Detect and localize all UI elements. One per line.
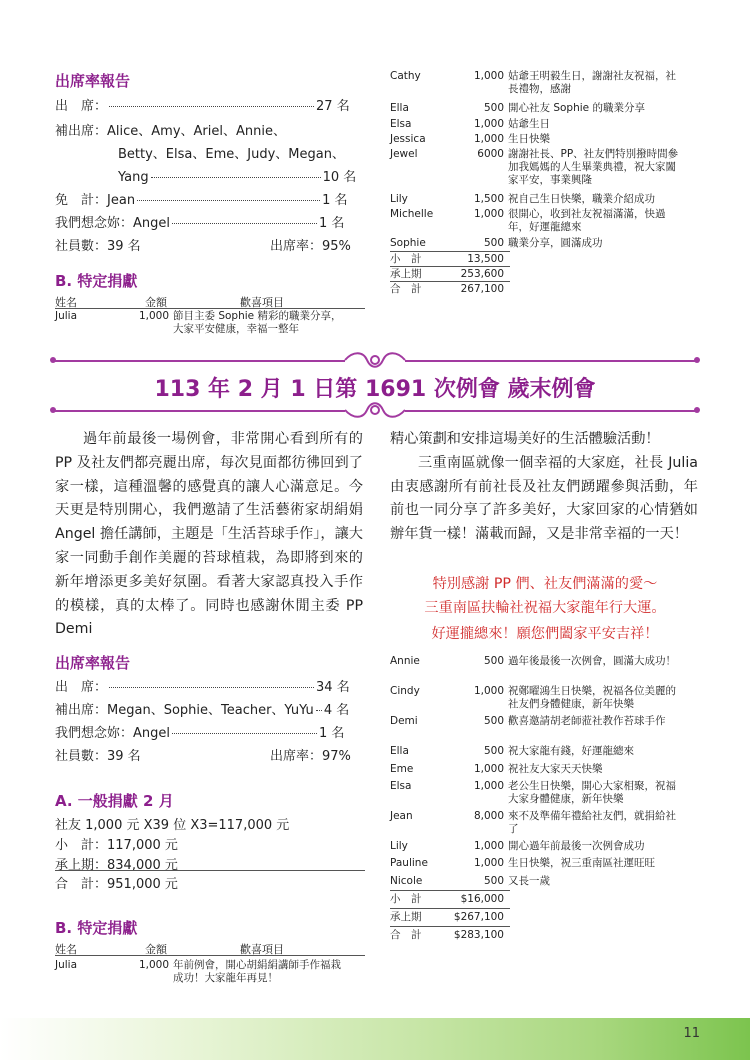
flourish-icon [343,399,407,421]
donation-memo: 開心社友 Sophie 的職業分享 [508,102,645,114]
section-title: 出席率報告 [55,654,131,672]
donation-memo: 祝大家龍有錢，好運龍總來 [508,745,634,757]
total-label: 合 計 [390,929,422,941]
subtotal-label: 小 計 [390,893,422,905]
donor-name: Ella [390,745,409,757]
donation-amount: 500 [483,655,504,667]
donor-name: Michelle [390,208,434,220]
donor-name: Jessica [390,133,426,145]
bottom-special-donation [55,917,365,992]
excused-names: Jean [107,193,136,208]
previous-value: $267,100 [453,911,504,923]
donation-memo: 歡喜邀請胡老師蒞社教作苔球手作 [508,715,666,727]
donor-name: Lily [390,193,408,205]
miss-names: Angel [133,726,171,741]
donor-name: Annie [390,655,420,667]
donor-name: Nicole [390,875,423,887]
makeup-names: Megan、Sophie、Teacher、YuYu [107,703,314,718]
section-title: B. 特定捐獻 [55,919,138,937]
makeup-names-3: Yang [118,170,149,185]
wish-line: 特別感謝 PP 們、社友們滿滿的愛～ [432,576,658,592]
makeup-line [55,699,349,718]
col-amount-header: 金額 [145,296,167,309]
subtotal-label: 小 計 [390,253,422,265]
wish-line: 三重南區扶輪社祝福大家龍年行大運。 [424,600,666,616]
divider [390,890,510,891]
divider [55,955,365,956]
table-row [55,959,355,987]
dot-leader [109,106,314,107]
donation-memo: 很開心，收到社友祝福滿滿，快過年，好運龍總來 [508,208,666,233]
donor-name: Jean [390,810,413,822]
donation-memo: 生日快樂 [508,133,550,145]
donation-amount: 500 [483,875,504,887]
heading-ornament [50,407,56,413]
miss-names: Angel [133,216,171,231]
dot-leader [172,733,317,734]
previous-label: 承上期 [390,268,422,280]
donation-amount: 1,000 [473,857,504,869]
table-row [55,310,355,338]
makeup-names-1: Alice、Amy、Ariel、Annie、 [107,124,286,139]
dot-leader [316,710,322,711]
divider [55,308,365,309]
article-right [390,428,698,547]
makeup-label: 補出席： [55,703,108,718]
closing-wishes [380,572,710,646]
donation-amount: 500 [483,237,504,249]
page-title: 113 年 2 月 1 日第 1691 次例會 歲末例會 [154,377,596,402]
donation-amount: 1,000 [473,840,504,852]
donation-memo: 祝鄭曜鴻生日快樂，祝福各位美麗的社友們身體健康，新年快樂 [508,685,676,710]
donation-amount: 1,000 [473,208,504,220]
page-number: 11 [683,1026,700,1041]
donation-amount: 1,000 [473,118,504,130]
previous-label: 承上期 [390,911,422,923]
makeup-line-3 [118,166,356,185]
donation-memo: 生日快樂，祝三重南區社運旺旺 [508,857,655,869]
general-line: 合 計：951,000 元 [55,877,178,892]
total-value: $283,100 [453,929,504,941]
donation-amount: 500 [483,102,504,114]
donor-name: Sophie [390,237,426,249]
donor-name: Pauline [390,857,428,869]
present-value: 34 名 [316,680,350,695]
excused-value: 1 名 [322,193,348,208]
wish-line: 好運攏總來！願您們闔家平安吉祥！ [431,626,659,642]
heading-rule-top-right [405,360,695,362]
miss-value: 1 名 [319,726,345,741]
heading-ornament [694,357,700,363]
makeup-line-2: Betty、Elsa、Eme、Judy、Megan、 [118,147,345,162]
makeup-line-1 [55,120,286,139]
donation-memo: 開心過年前最後一次例會成功 [508,840,645,852]
heading-rule-bottom-left [55,410,345,412]
heading-ornament [694,407,700,413]
present-line [55,95,360,114]
divider [390,281,510,282]
miss-label: 我們想念妳： [55,216,134,231]
donation-amount: 1,000 [473,133,504,145]
dot-leader [137,200,320,201]
article-left-paragraph: 過年前最後一場例會，非常開心看到所有的 PP 及社友們都亮麗出席，每次見面都彷彿回到了家一樣，這種溫馨的感覺真的讓人心滿意足。今天更是特別開心，我們邀請了生活藝術家胡絹娟 Angel 擔任講師，主題是「生活苔球手作」，讓大家一同動手創作美麗的苔球植栽，為即將到來的新年增添更多美好氛圍。看著大家認真投入手作的模樣，真的太棒了。同時也感謝休閒主委 PP Demi [55,431,363,638]
donation-amount: 6000 [477,148,504,160]
donation-amount: 1,000 [473,70,504,82]
donation-memo: 祝自己生日快樂，職業介紹成功 [508,193,655,205]
divider [55,870,365,871]
col-name-header: 姓名 [55,296,77,309]
divider [390,251,510,252]
heading-ornament [50,357,56,363]
donor-name: Eme [390,763,414,775]
present-value: 27 名 [316,99,350,114]
member-count: 社員數：39 名 [55,749,141,764]
flourish-icon [343,349,407,371]
member-count: 社員數：39 名 [55,239,141,254]
donation-amount: 500 [483,715,504,727]
donor-name: Cathy [390,70,421,82]
section-title: 出席率報告 [55,72,131,90]
donation-memo: 姑爺王明毅生日，謝謝社友祝福，社長禮物，感謝 [508,70,676,95]
col-name-header: 姓名 [55,943,77,956]
donation-amount: 8,000 [473,810,504,822]
top-donation-table [390,70,700,300]
dot-leader [172,223,317,224]
donation-amount: 1,000 [473,780,504,792]
general-donation [55,790,365,890]
total-value: 267,100 [460,283,504,295]
donor-name: Lily [390,840,408,852]
miss-label: 我們想念妳： [55,726,134,741]
donation-memo: 過年後最後一次例會，圓滿大成功！ [508,655,676,667]
donor-name: Ella [390,102,409,114]
donor-name: Cindy [390,685,420,697]
present-label: 出 席： [55,99,108,114]
top-attendance-report [55,70,365,254]
donor-name: Jewel [390,148,418,160]
footer-gradient-band [0,1018,750,1060]
excused-line [55,189,347,208]
donor-name: Elsa [390,780,412,792]
subtotal-value: 13,500 [467,253,504,265]
makeup-value: 4 名 [323,703,350,718]
general-line: 社友 1,000 元 X39 位 X3=117,000 元 [55,818,290,833]
divider [390,266,510,267]
bottom-donation-table [390,655,700,945]
attendance-rate: 出席率：95% [270,239,351,254]
article-paragraph: 精心策劃和安排這場美好的生活體驗活動！ [390,431,660,447]
top-special-donation [55,270,365,345]
donor-name: Demi [390,715,418,727]
donation-amount: 500 [483,745,504,757]
divider [390,908,510,909]
excused-label: 免 計： [55,193,108,208]
miss-line [55,212,344,231]
present-line [55,676,350,695]
article-paragraph: 三重南區就像一個幸福的大家庭，社長 Julia 由衷感謝所有前社長及社友們踴躍參與活動，年前也一同分享了許多美好，大家回家的心情猶如辦年貨一樣！滿載而歸，又是非常幸福的一天！ [390,454,698,543]
donation-memo: 老公生日快樂，開心大家相聚，祝福大家身體健康，新年快樂 [508,780,676,805]
dot-leader [151,177,321,178]
subtotal-value: $16,000 [460,893,504,905]
makeup-value: 10 名 [322,170,357,185]
donation-amount: 1,500 [473,193,504,205]
section-title: B. 特定捐獻 [55,272,138,290]
donor-name: Julia [55,959,78,971]
donation-memo: 謝謝社長、PP、社友們特別撥時間參加我媽媽的人生畢業典禮，祝大家闔家平安，事業興隆 [508,148,679,186]
donation-memo: 節目主委 Sophie 精彩的職業分享，大家平安健康，幸福一整年 [173,310,342,335]
donor-name: Julia [55,310,78,322]
makeup-label: 補出席： [55,124,108,139]
donation-amount: 1,000 [138,310,169,322]
col-item-header: 歡喜項目 [240,296,284,309]
col-amount-header: 金額 [145,943,167,956]
present-label: 出 席： [55,680,108,695]
donation-memo: 姑爺生日 [508,118,550,130]
dot-leader [109,687,314,688]
donation-amount: 1,000 [473,685,504,697]
donation-amount: 1,000 [138,959,169,971]
general-line: 小 計：117,000 元 [55,838,178,853]
total-label: 合 計 [390,283,422,295]
section-title: A. 一般捐獻 2 月 [55,792,174,810]
donation-amount: 1,000 [473,763,504,775]
previous-value: 253,600 [460,268,504,280]
heading-rule-bottom-right [405,410,695,412]
donation-memo: 年前例會，開心胡絹絹講師手作福栽成功！大家龍年再見！ [173,959,341,984]
general-line: 承上期：834,000 元 [55,858,178,873]
attendance-rate: 出席率：97% [270,749,351,764]
miss-value: 1 名 [319,216,345,231]
miss-line [55,722,344,741]
donation-memo: 又長一歲 [508,875,550,887]
col-item-header: 歡喜項目 [240,943,284,956]
bottom-attendance-report [55,652,365,762]
donation-memo: 職業分享，圓滿成功 [508,237,603,249]
donation-memo: 祝社友大家天天快樂 [508,763,603,775]
divider [390,926,510,927]
heading-rule-top-left [55,360,345,362]
donation-memo: 來不及準備年禮給社友們，就捐給社了 [508,810,676,835]
donor-name: Elsa [390,118,412,130]
